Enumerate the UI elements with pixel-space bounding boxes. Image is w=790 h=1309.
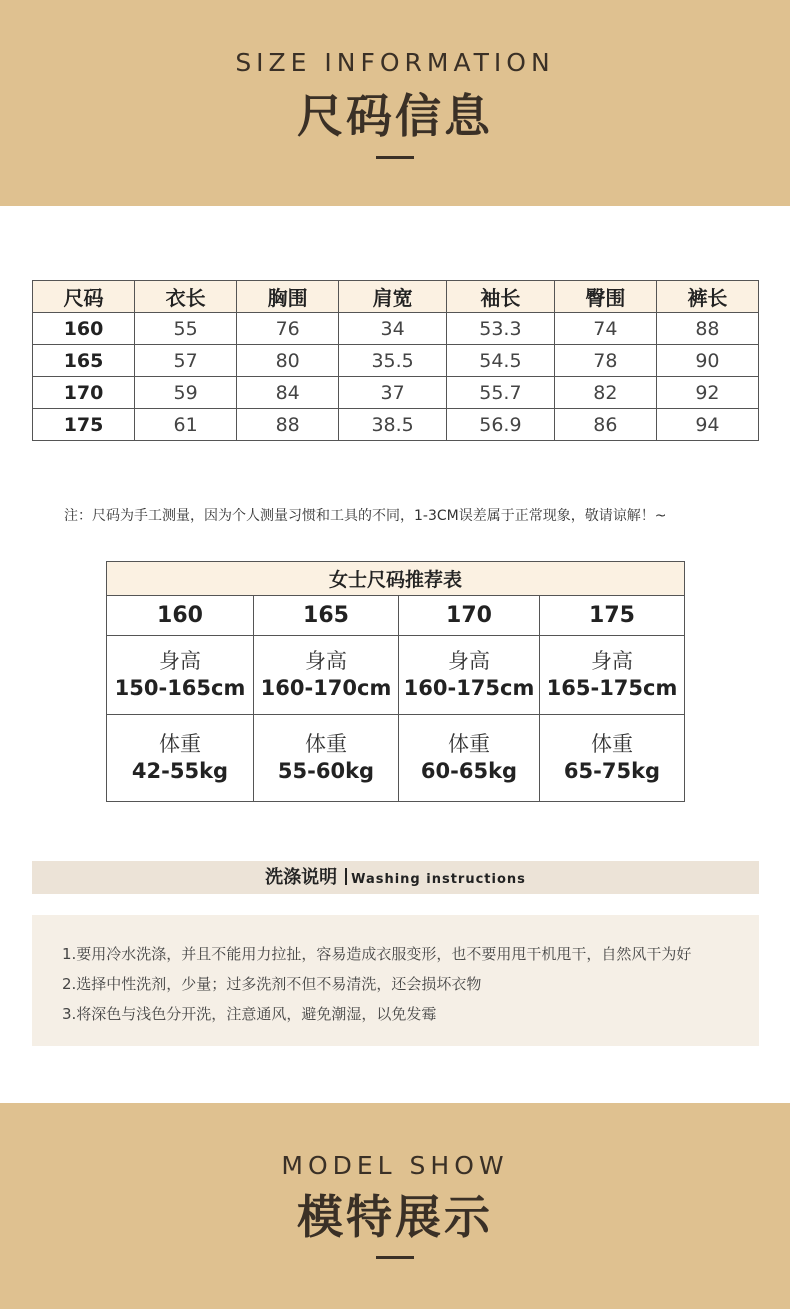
rec-weight-cell — [540, 715, 685, 802]
size-table-header: 胸围 — [237, 281, 339, 313]
weight-value: 55-60kg — [277, 759, 375, 783]
washing-title-en: Washing instructions — [351, 872, 526, 887]
table-cell: 37 — [339, 377, 447, 409]
weight-value: 65-75kg — [563, 759, 661, 783]
rec-height-cell — [540, 636, 685, 715]
table-cell: 92 — [656, 377, 758, 409]
height-label: 身高 — [159, 649, 201, 673]
height-value: 160-175cm — [403, 676, 535, 700]
table-cell: 78 — [554, 345, 656, 377]
size-info-banner — [0, 0, 790, 206]
table-cell: 90 — [656, 345, 758, 377]
table-cell: 54.5 — [447, 345, 555, 377]
rec-size-cell: 175 — [540, 596, 685, 636]
size-table-header: 肩宽 — [339, 281, 447, 313]
height-label: 身高 — [305, 649, 347, 673]
rec-height-cell — [107, 636, 254, 715]
table-cell: 86 — [554, 409, 656, 441]
weight-value: 60-65kg — [420, 759, 518, 783]
rec-size-cell: 165 — [254, 596, 399, 636]
height-label: 身高 — [448, 649, 490, 673]
rec-size-cell: 160 — [107, 596, 254, 636]
size-table-header: 裤长 — [656, 281, 758, 313]
table-cell: 56.9 — [447, 409, 555, 441]
weight-label: 体重 — [591, 732, 633, 756]
washing-title-cn: 洗涤说明 — [265, 867, 338, 888]
table-cell: 74 — [554, 313, 656, 345]
washing-instruction: 3.将深色与浅色分开洗，注意通风，避免潮湿，以免发霉 — [62, 1005, 437, 1023]
weight-value: 42-55kg — [131, 759, 229, 783]
size-table-header: 臀围 — [554, 281, 656, 313]
table-row — [33, 377, 759, 409]
table-row — [33, 313, 759, 345]
title-divider — [376, 156, 414, 159]
washing-instructions-box — [32, 915, 759, 1046]
table-cell-size: 175 — [33, 409, 135, 441]
size-table — [32, 280, 759, 441]
table-cell: 76 — [237, 313, 339, 345]
size-info-title-en: SIZE INFORMATION — [235, 48, 555, 77]
table-cell: 94 — [656, 409, 758, 441]
model-show-title-cn: 模特展示 — [297, 1190, 493, 1244]
table-row — [33, 345, 759, 377]
table-cell: 88 — [237, 409, 339, 441]
table-cell: 57 — [135, 345, 237, 377]
recommendation-title: 女士尺码推荐表 — [107, 562, 685, 596]
rec-weight-cell — [399, 715, 540, 802]
measurement-note: 注：尺码为手工测量，因为个人测量习惯和工具的不同，1-3CM误差属于正常现象，敬请谅解！~ — [64, 508, 667, 524]
size-table-header: 袖长 — [447, 281, 555, 313]
rec-weight-cell — [107, 715, 254, 802]
weight-label: 体重 — [448, 732, 490, 756]
table-cell-size: 170 — [33, 377, 135, 409]
table-cell: 80 — [237, 345, 339, 377]
table-cell: 55.7 — [447, 377, 555, 409]
table-cell-size: 165 — [33, 345, 135, 377]
model-show-banner — [0, 1103, 790, 1309]
table-row — [107, 596, 685, 636]
table-cell: 53.3 — [447, 313, 555, 345]
table-row — [107, 636, 685, 715]
rec-weight-cell — [254, 715, 399, 802]
table-cell: 38.5 — [339, 409, 447, 441]
height-label: 身高 — [591, 649, 633, 673]
size-table-header-row — [33, 281, 759, 313]
table-cell-size: 160 — [33, 313, 135, 345]
washing-instructions-header — [32, 861, 759, 894]
rec-height-cell — [399, 636, 540, 715]
title-divider — [376, 1256, 414, 1259]
table-cell: 59 — [135, 377, 237, 409]
table-row — [33, 409, 759, 441]
table-row — [107, 715, 685, 802]
table-cell: 55 — [135, 313, 237, 345]
height-value: 165-175cm — [546, 676, 678, 700]
title-separator — [345, 868, 347, 885]
table-cell: 61 — [135, 409, 237, 441]
height-value: 150-165cm — [114, 676, 246, 700]
height-value: 160-170cm — [260, 676, 392, 700]
rec-height-cell — [254, 636, 399, 715]
size-recommendation-table — [106, 561, 685, 802]
size-table-header: 尺码 — [33, 281, 135, 313]
washing-instruction: 1.要用冷水洗涤，并且不能用力拉扯，容易造成衣服变形，也不要用甩干机甩干，自然风干为好 — [62, 945, 692, 963]
table-cell: 88 — [656, 313, 758, 345]
table-cell: 34 — [339, 313, 447, 345]
model-show-title-en: MODEL SHOW — [281, 1151, 509, 1180]
size-table-header: 衣长 — [135, 281, 237, 313]
table-cell: 82 — [554, 377, 656, 409]
rec-size-cell: 170 — [399, 596, 540, 636]
table-cell: 35.5 — [339, 345, 447, 377]
size-info-title-cn: 尺码信息 — [297, 89, 493, 143]
table-cell: 84 — [237, 377, 339, 409]
washing-instruction: 2.选择中性洗剂，少量；过多洗剂不但不易清洗，还会损坏衣物 — [62, 975, 482, 993]
weight-label: 体重 — [159, 732, 201, 756]
weight-label: 体重 — [305, 732, 347, 756]
